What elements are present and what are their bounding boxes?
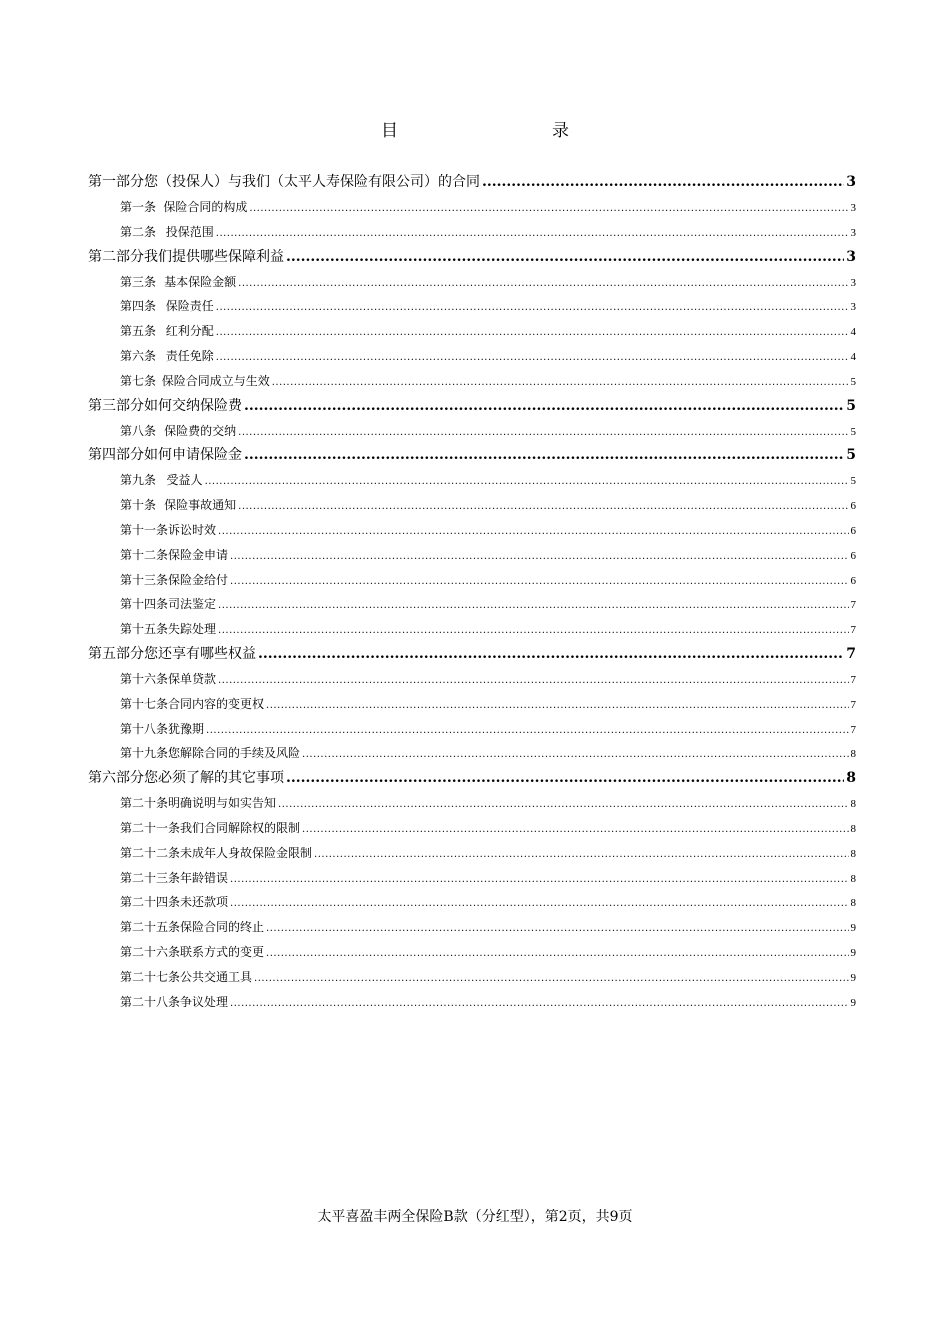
- toc-article-entry[interactable]: [88, 518, 856, 543]
- toc-article-entry[interactable]: [88, 841, 856, 866]
- toc-part-entry[interactable]: [88, 443, 856, 468]
- toc-part-entry[interactable]: [88, 245, 856, 270]
- toc-entry-label: 失踪处理: [168, 622, 217, 637]
- toc-article-entry[interactable]: [88, 493, 856, 518]
- toc-entry-number: 第二十四条: [120, 895, 181, 910]
- toc-page-number: 7: [850, 723, 856, 736]
- toc-page-number: 4: [850, 326, 856, 339]
- toc-leader-dots: [238, 495, 848, 520]
- toc-leader-dots: [258, 642, 844, 667]
- toc-article-entry[interactable]: [88, 990, 856, 1015]
- toc-article-entry[interactable]: [88, 468, 856, 493]
- toc-entry-number: 第六条: [120, 348, 157, 363]
- toc-article-entry[interactable]: [88, 543, 856, 568]
- toc-entry-label: 我们合同解除权的限制: [180, 820, 301, 835]
- toc-leader-dots: [266, 942, 848, 967]
- toc-entry-number: 第一条: [120, 200, 157, 214]
- toc-entry-label: 联系方式的变更: [180, 944, 265, 959]
- toc-entry-number: 第二十条: [120, 796, 169, 811]
- toc-entry-label: 我们提供哪些保障利益: [144, 248, 284, 265]
- toc-entry-number: 第二十八条: [120, 994, 181, 1009]
- toc-article-entry[interactable]: [88, 195, 856, 220]
- toc-page-number: 9: [850, 946, 856, 959]
- toc-part-entry[interactable]: [88, 766, 856, 791]
- toc-article-entry[interactable]: [88, 270, 856, 295]
- toc-leader-dots: [205, 470, 849, 495]
- toc-entry-label: 保险金申请: [168, 547, 229, 562]
- toc-leader-dots: [230, 892, 848, 917]
- toc-page-number: 7: [850, 599, 856, 612]
- toc-entry-label: 您解除合同的手续及风险: [168, 746, 301, 761]
- toc-entry-number: 第六部分: [88, 770, 144, 787]
- toc-page-number: 3: [850, 226, 856, 239]
- toc-leader-dots: [218, 520, 848, 545]
- toc-entry-label: 保险合同的构成: [163, 200, 248, 214]
- toc-leader-dots: [249, 197, 848, 222]
- toc-page-number: 9: [850, 996, 856, 1009]
- toc-leader-dots: [230, 868, 848, 893]
- toc-page-number: 5: [850, 475, 856, 488]
- toc-page-number: 8: [846, 770, 856, 787]
- toc-article-entry[interactable]: [88, 568, 856, 593]
- toc-page-number: 8: [850, 872, 856, 885]
- toc-part-entry[interactable]: [88, 170, 856, 195]
- toc-entry-number: 第二十三条: [120, 870, 181, 885]
- toc-leader-dots: [218, 594, 848, 619]
- toc-entry-label: 如何交纳保险费: [144, 397, 242, 414]
- toc-article-entry[interactable]: [88, 965, 856, 990]
- toc-leader-dots: [286, 766, 844, 791]
- toc-article-entry[interactable]: [88, 617, 856, 642]
- toc-leader-dots: [230, 992, 848, 1017]
- toc-article-entry[interactable]: [88, 890, 856, 915]
- toc-leader-dots: [302, 743, 848, 768]
- toc-page-number: 6: [850, 500, 856, 513]
- toc-entry-number: 第二十七条: [120, 969, 181, 984]
- toc-leader-dots: [218, 619, 848, 644]
- toc-entry-number: 第十六条: [120, 671, 169, 686]
- toc-article-entry[interactable]: [88, 369, 856, 394]
- toc-entry-number: 第八条: [120, 423, 157, 438]
- toc-entry-number: 第二十二条: [120, 845, 181, 860]
- toc-page-number: 9: [850, 922, 856, 935]
- table-of-contents: [88, 170, 856, 1014]
- toc-page-number: 9: [850, 971, 856, 984]
- toc-entry-number: 第一部分: [88, 174, 144, 190]
- toc-leader-dots: [238, 272, 848, 297]
- toc-entry-label: 犹豫期: [168, 721, 205, 736]
- toc-entry-number: 第五条: [120, 324, 157, 339]
- toc-entry-label: 保险事故通知: [164, 498, 237, 513]
- toc-entry-number: 第十四条: [120, 597, 169, 612]
- toc-article-entry[interactable]: [88, 220, 856, 245]
- toc-article-entry[interactable]: [88, 791, 856, 816]
- toc-entry-label: 保险责任: [165, 299, 214, 314]
- toc-page-number: 8: [850, 798, 856, 811]
- toc-entry-number: 第十八条: [120, 721, 169, 736]
- toc-part-entry[interactable]: [88, 642, 856, 667]
- toc-leader-dots: [216, 346, 849, 371]
- toc-article-entry[interactable]: [88, 816, 856, 841]
- toc-entry-label: 受益人: [166, 473, 203, 488]
- toc-entry-number: 第十五条: [120, 622, 169, 637]
- toc-page-number: 4: [850, 350, 856, 363]
- toc-page-number: 8: [850, 897, 856, 910]
- toc-article-entry[interactable]: [88, 940, 856, 965]
- toc-page-number: 5: [850, 375, 856, 388]
- toc-page-number: 7: [846, 645, 856, 662]
- toc-entry-number: 第十二条: [120, 547, 169, 562]
- toc-entry-number: 第二部分: [88, 248, 144, 265]
- toc-entry-label: 您（投保人）与我们（太平人寿保险有限公司）的合同: [144, 174, 480, 190]
- toc-leader-dots: [238, 421, 848, 446]
- toc-page-number: 6: [850, 524, 856, 537]
- toc-entry-number: 第七条: [120, 373, 157, 388]
- toc-entry-label: 保险合同的终止: [180, 920, 265, 935]
- toc-entry-number: 第四部分: [88, 447, 144, 464]
- toc-entry-number: 第十九条: [120, 746, 169, 761]
- toc-leader-dots: [230, 570, 848, 595]
- toc-entry-number: 第五部分: [88, 645, 144, 662]
- toc-leader-dots: [216, 296, 849, 321]
- toc-leader-dots: [244, 394, 844, 419]
- toc-leader-dots: [216, 321, 849, 346]
- toc-page-number: 7: [850, 673, 856, 686]
- toc-article-entry[interactable]: [88, 667, 856, 692]
- toc-entry-label: 责任免除: [165, 348, 214, 363]
- toc-entry-label: 明确说明与如实告知: [168, 796, 277, 811]
- toc-entry-label: 保险合同成立与生效: [161, 373, 270, 388]
- toc-leader-dots: [254, 967, 848, 992]
- toc-leader-dots: [206, 719, 848, 744]
- toc-page-number: 8: [850, 748, 856, 761]
- toc-article-entry[interactable]: [88, 344, 856, 369]
- toc-entry-label: 司法鉴定: [168, 597, 217, 612]
- page-footer: 太平喜盈丰两全保险B款（分红型），第2页，共9页: [317, 1209, 633, 1225]
- toc-entry-number: 第四条: [120, 299, 157, 314]
- toc-entry-label: 保单贷款: [168, 671, 217, 686]
- toc-page-number: 6: [850, 574, 856, 587]
- toc-entry-number: 第十一条: [120, 522, 169, 537]
- toc-page-number: 5: [846, 397, 856, 414]
- toc-article-entry[interactable]: [88, 419, 856, 444]
- toc-page-number: 3: [846, 174, 856, 190]
- toc-entry-label: 投保范围: [165, 224, 214, 239]
- toc-leader-dots: [314, 843, 848, 868]
- toc-leader-dots: [244, 443, 844, 468]
- toc-page-number: 8: [850, 822, 856, 835]
- toc-page-number: 5: [846, 447, 856, 464]
- toc-entry-label: 红利分配: [165, 324, 214, 339]
- toc-entry-number: 第三条: [120, 274, 157, 289]
- toc-article-entry[interactable]: [88, 741, 856, 766]
- toc-article-entry[interactable]: [88, 717, 856, 742]
- toc-leader-dots: [218, 669, 848, 694]
- toc-page-number: 3: [850, 276, 856, 289]
- toc-entry-label: 诉讼时效: [168, 522, 217, 537]
- toc-entry-number: 第二十五条: [120, 920, 181, 935]
- toc-entry-number: 第三部分: [88, 397, 144, 414]
- toc-page-number: 7: [850, 624, 856, 637]
- toc-leader-dots: [266, 917, 848, 942]
- toc-leader-dots: [272, 371, 849, 396]
- toc-entry-label: 保险费的交纳: [164, 423, 237, 438]
- toc-leader-dots: [482, 170, 844, 195]
- toc-entry-label: 您还享有哪些权益: [144, 645, 256, 662]
- toc-leader-dots: [278, 793, 848, 818]
- toc-article-entry[interactable]: [88, 866, 856, 891]
- toc-entry-number: 第二十一条: [120, 820, 181, 835]
- toc-article-entry[interactable]: [88, 319, 856, 344]
- toc-entry-label: 保险金给付: [168, 572, 229, 587]
- toc-page-number: 3: [850, 301, 856, 314]
- toc-page-number: 8: [850, 847, 856, 860]
- toc-entry-number: 第十七条: [120, 696, 169, 711]
- toc-page-number: 3: [846, 248, 856, 265]
- toc-entry-number: 第二条: [120, 224, 157, 239]
- toc-page-number: 6: [850, 549, 856, 562]
- toc-article-entry[interactable]: [88, 915, 856, 940]
- toc-entry-number: 第十条: [120, 498, 157, 513]
- toc-page-number: 3: [850, 202, 856, 214]
- toc-entry-label: 您必须了解的其它事项: [144, 770, 284, 787]
- toc-article-entry[interactable]: [88, 692, 856, 717]
- toc-leader-dots: [266, 694, 848, 719]
- toc-entry-label: 公共交通工具: [180, 969, 253, 984]
- toc-part-entry[interactable]: [88, 394, 856, 419]
- toc-page-number: 7: [850, 698, 856, 711]
- toc-entry-label: 基本保险金额: [164, 274, 237, 289]
- toc-entry-number: 第九条: [120, 473, 157, 488]
- toc-entry-label: 年龄错误: [180, 870, 229, 885]
- toc-page-number: 5: [850, 425, 856, 438]
- toc-entry-label: 未成年人身故保险金限制: [180, 845, 313, 860]
- toc-leader-dots: [286, 245, 844, 270]
- toc-entry-label: 合同内容的变更权: [168, 696, 265, 711]
- toc-entry-label: 如何申请保险金: [144, 447, 242, 464]
- toc-leader-dots: [302, 818, 848, 843]
- toc-entry-label: 未还款项: [180, 895, 229, 910]
- page-title: 目 录: [381, 121, 609, 141]
- toc-leader-dots: [216, 222, 849, 247]
- toc-entry-label: 争议处理: [180, 994, 229, 1009]
- toc-entry-number: 第二十六条: [120, 944, 181, 959]
- toc-article-entry[interactable]: [88, 294, 856, 319]
- toc-entry-number: 第十三条: [120, 572, 169, 587]
- toc-leader-dots: [230, 545, 848, 570]
- toc-article-entry[interactable]: [88, 592, 856, 617]
